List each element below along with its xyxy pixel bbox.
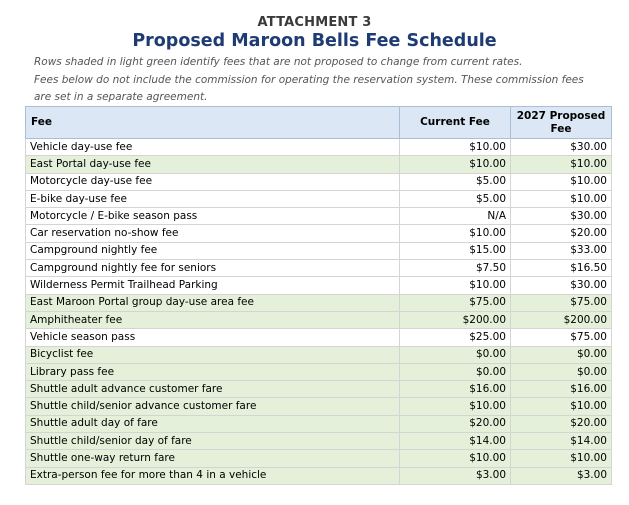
current-fee-cell: $10.00 <box>400 450 511 467</box>
header-current-fee: Current Fee <box>400 107 511 139</box>
note-commission: Fees below do not include the commission for operating the reservation system. These commission fees are set in a separate agreement. <box>34 73 584 103</box>
table-row <box>26 450 612 467</box>
fee-name-cell: Library pass fee <box>26 363 400 380</box>
fee-name-cell: East Maroon Portal group day-use area fee <box>26 294 400 311</box>
proposed-fee-cell: $10.00 <box>511 190 612 207</box>
table-row <box>26 156 612 173</box>
fee-table <box>25 106 612 485</box>
current-fee-cell: $10.00 <box>400 225 511 242</box>
header-fee: Fee <box>26 107 400 139</box>
fee-name-cell: Motorcycle day-use fee <box>26 173 400 190</box>
fee-name-cell: Campground nightly fee for seniors <box>26 260 400 277</box>
fee-name-cell: Vehicle day-use fee <box>26 139 400 156</box>
table-body <box>26 139 612 485</box>
table-header-row <box>26 107 612 139</box>
proposed-fee-cell: $16.50 <box>511 260 612 277</box>
notes <box>34 54 594 107</box>
table-row <box>26 467 612 484</box>
table-row <box>26 277 612 294</box>
fee-name-cell: Campground nightly fee <box>26 242 400 259</box>
fee-name-cell: Shuttle adult day of fare <box>26 415 400 432</box>
table-row <box>26 260 612 277</box>
current-fee-cell: $16.00 <box>400 381 511 398</box>
fee-name-cell: East Portal day-use fee <box>26 156 400 173</box>
proposed-fee-cell: $20.00 <box>511 415 612 432</box>
proposed-fee-cell: $3.00 <box>511 467 612 484</box>
table-row <box>26 190 612 207</box>
fee-name-cell: Shuttle adult advance customer fare <box>26 381 400 398</box>
current-fee-cell: $5.00 <box>400 173 511 190</box>
table-row <box>26 329 612 346</box>
fee-name-cell: Vehicle season pass <box>26 329 400 346</box>
current-fee-cell: $75.00 <box>400 294 511 311</box>
fee-name-cell: Car reservation no-show fee <box>26 225 400 242</box>
current-fee-cell: $14.00 <box>400 433 511 450</box>
proposed-fee-cell: $20.00 <box>511 225 612 242</box>
table-row <box>26 294 612 311</box>
fee-name-cell: Shuttle child/senior day of fare <box>26 433 400 450</box>
proposed-fee-cell: $10.00 <box>511 450 612 467</box>
current-fee-cell: $10.00 <box>400 398 511 415</box>
table-row <box>26 346 612 363</box>
table-row <box>26 242 612 259</box>
fee-name-cell: Wilderness Permit Trailhead Parking <box>26 277 400 294</box>
fee-name-cell: Extra-person fee for more than 4 in a vehicle <box>26 467 400 484</box>
proposed-fee-cell: $30.00 <box>511 208 612 225</box>
current-fee-cell: $200.00 <box>400 311 511 328</box>
table-row <box>26 173 612 190</box>
table-row <box>26 208 612 225</box>
table-row <box>26 139 612 156</box>
proposed-fee-cell: $0.00 <box>511 363 612 380</box>
table-row <box>26 381 612 398</box>
fee-name-cell: Amphitheater fee <box>26 311 400 328</box>
current-fee-cell: N/A <box>400 208 511 225</box>
fee-name-cell: Bicyclist fee <box>26 346 400 363</box>
attachment-label: ATTACHMENT 3 <box>257 15 372 30</box>
proposed-fee-cell: $75.00 <box>511 294 612 311</box>
current-fee-cell: $0.00 <box>400 363 511 380</box>
table-row <box>26 363 612 380</box>
proposed-fee-cell: $10.00 <box>511 398 612 415</box>
current-fee-cell: $0.00 <box>400 346 511 363</box>
current-fee-cell: $10.00 <box>400 277 511 294</box>
current-fee-cell: $3.00 <box>400 467 511 484</box>
proposed-fee-cell: $16.00 <box>511 381 612 398</box>
proposed-fee-cell: $30.00 <box>511 139 612 156</box>
current-fee-cell: $10.00 <box>400 139 511 156</box>
proposed-fee-cell: $0.00 <box>511 346 612 363</box>
current-fee-cell: $7.50 <box>400 260 511 277</box>
proposed-fee-cell: $200.00 <box>511 311 612 328</box>
fee-name-cell: Shuttle child/senior advance customer fare <box>26 398 400 415</box>
proposed-fee-cell: $14.00 <box>511 433 612 450</box>
note-shading: Rows shaded in light green identify fees that are not proposed to change from current rates. <box>34 56 523 68</box>
table-row <box>26 311 612 328</box>
header-proposed-fee: 2027 Proposed Fee <box>511 107 612 139</box>
proposed-fee-cell: $10.00 <box>511 156 612 173</box>
current-fee-cell: $5.00 <box>400 190 511 207</box>
current-fee-cell: $10.00 <box>400 156 511 173</box>
fee-name-cell: E-bike day-use fee <box>26 190 400 207</box>
table-row <box>26 398 612 415</box>
proposed-fee-cell: $30.00 <box>511 277 612 294</box>
proposed-fee-cell: $75.00 <box>511 329 612 346</box>
fee-name-cell: Motorcycle / E-bike season pass <box>26 208 400 225</box>
table-row <box>26 415 612 432</box>
table-row <box>26 433 612 450</box>
proposed-fee-cell: $33.00 <box>511 242 612 259</box>
table-row <box>26 225 612 242</box>
proposed-fee-cell: $10.00 <box>511 173 612 190</box>
current-fee-cell: $25.00 <box>400 329 511 346</box>
current-fee-cell: $15.00 <box>400 242 511 259</box>
current-fee-cell: $20.00 <box>400 415 511 432</box>
fee-name-cell: Shuttle one-way return fare <box>26 450 400 467</box>
page-title: Proposed Maroon Bells Fee Schedule <box>132 31 497 51</box>
